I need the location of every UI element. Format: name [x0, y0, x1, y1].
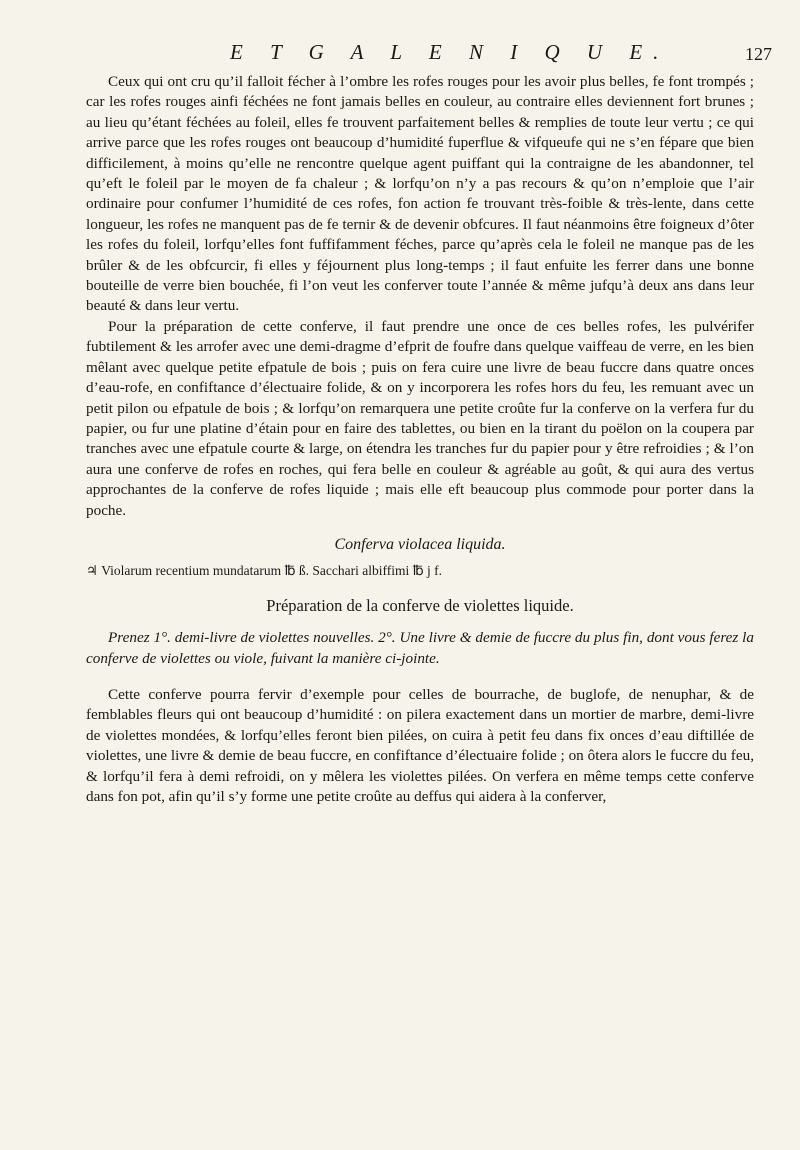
text-block [86, 72, 754, 807]
french-recipe: Prenez 1°. demi-livre de violettes nouvelles. 2°. Une livre & demie de fuccre du plus fin, dont vous ferez la conferve de violettes ou viole, fuivant la manière ci-jointe. [86, 629, 754, 667]
page-number: 127 [745, 44, 772, 64]
running-title: E T G A L E N I Q U E. [230, 40, 670, 64]
section-heading: Préparation de la conferve de violettes liquide. [266, 595, 574, 615]
latin-recipe: ♃ Violarum recentium mundatarum ℔ ß. Sacchari albiffimi ℔ j f. [86, 563, 443, 579]
paragraph-rose-conserve: Pour la préparation de cette conferve, il faut prendre une once de ces belles rofes, les pulvérifer fubtilement & les arrofer avec une demi-dragme d’efprit de foufre dans quelque vaiffeau de verre, en les bien mêlant avec quelque petite efpatule de bois ; puis on fera cuire une livre de beau fuccre dans quatre onces d’eau-rofe, en confiftance d’électuaire folide, & on y incorporera les rofes hors du feu, les remuant avec un petit pilon ou efpatule de bois ; & lorfqu’on remarquera une petite croûte fur la conferve on la verfera fur du papier, ou fur une platine d’étain pour en faire des tablettes, ou bien en la tirant du poëlon on la coupera par tranches avec une efpatule courte & large, on étendra les tranches fur du papier pour y être refroidies ; & l’on aura une conferve de rofes en roches, qui fera belle en couleur & agréable au goût, & qui aura des vertus approchantes de la conferve de rofes liquide ; mais elle eft beaucoup plus commode pour porter dans la poche. [86, 317, 754, 519]
paragraph-violet-method: Cette conferve pourra fervir d’exemple pour celles de bourrache, de buglofe, de nenuphar, & de femblables fleurs qui ont beaucoup d’humidité : on pilera exactement dans un mortier de marbre, demi-livre de violettes mondées, & lorfqu’elles feront bien pilées, on cuira à petit feu dans fix onces d’eau diftillée de violettes, une livre & demie de beau fuccre, en confiftance d’électuaire folide ; on ôtera alors le fuccre du feu, & lorfqu’il fera à demi refroidi, on y mêlera les violettes pilées. On verfera en même temps cette conferve dans fon pot, afin qu’il s’y forme une petite croûte au deffus qui aidera à la conferver, [86, 685, 754, 805]
latin-heading: Conferva violacea liquida. [334, 535, 506, 553]
running-head [0, 40, 800, 68]
paragraph-rose-drying: Ceux qui ont cru qu’il falloit fécher à l’ombre les rofes rouges pour les avoir plus belles, fe font trompés ; car les rofes rouges ainfi féchées ne font jamais belles en couleur, au contraire elles deviennent fort brunes ; au lieu qu’étant féchées au foleil, elles fe trouvent parfaitement belles & remplies de toute leur vertu ; ce qui arrive parce que les rofes rouges ont beaucoup d’humidité fuperflue & vifqueufe qui ne s’en fépare que bien difficilement, à moins qu’elle ne rencontre quelque agent puiffant qui la contraigne de les abandonner, tel qu’eft le foleil par le moyen de fa chaleur ; & lorfqu’on n’y a pas recours & qu’on n’emploie que l’air ordinaire pour confumer l’humidité de ces rofes, fon action fe trouvant très-foible & très-lente, dans cette longueur, les rofes ne manquent pas de fe ternir & de devenir obfcures. Il faut néanmoins être foigneux d’ôter les rofes du foleil, lorfqu’elles font fuffifamment féches, parce qu’après cela le foleil ne manque pas de les brûler & de les obfcurcir, fi elles y féjournent plus long-temps ; il faut enfuite les ferrer dans une bonne bouteille de verre bien bouchée, fi l’on veut les conferver toute l’année & même jufqu’à deux ans dans leur beauté & dans leur vertu. [86, 73, 754, 315]
